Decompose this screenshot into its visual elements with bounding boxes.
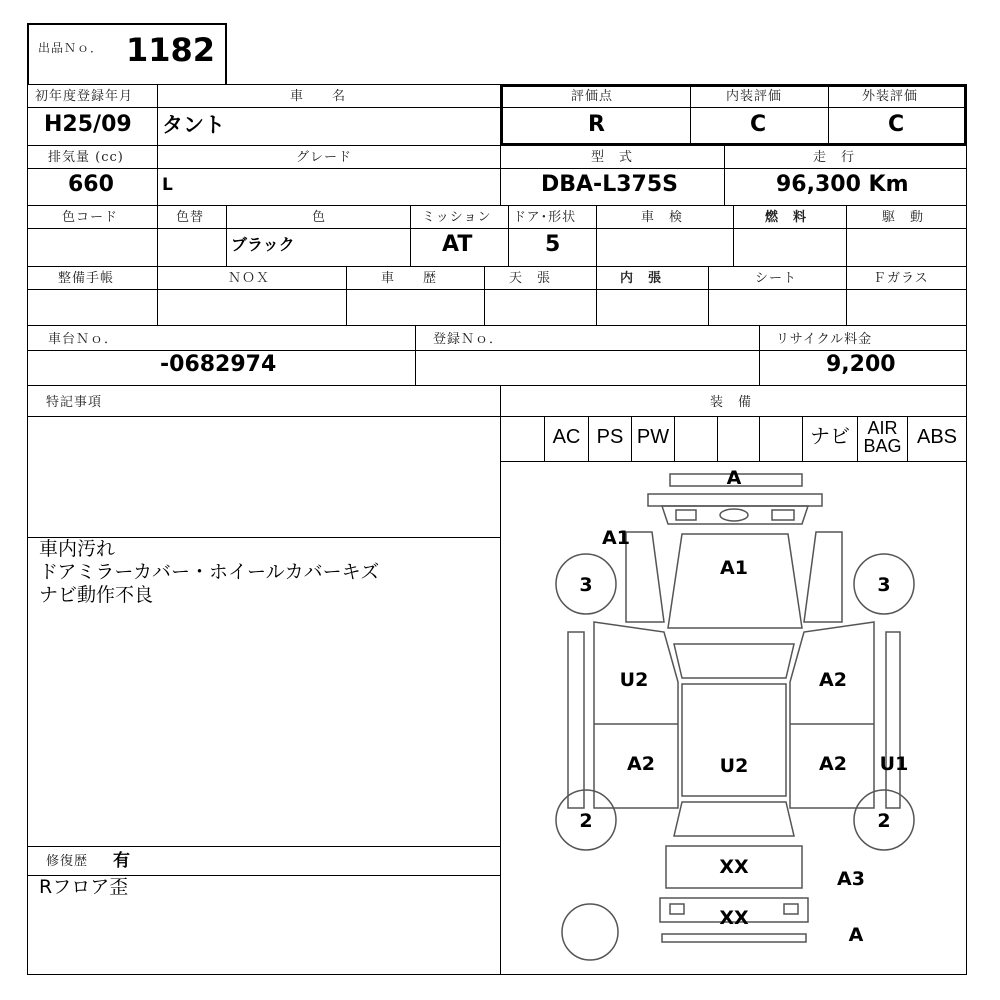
vrule-r1-a xyxy=(157,84,158,145)
mileage-value: 96,300 Km xyxy=(776,172,909,197)
remarks-line-2: ドアミラーカバー・ホイールカバーキズ xyxy=(39,561,380,583)
chassis-number-value: -0682974 xyxy=(160,352,277,377)
equipment-label: 装 備 xyxy=(710,395,753,410)
equipment-abs: ABS xyxy=(916,426,958,448)
repair-history-label: 修復歴 xyxy=(46,854,89,869)
first-registration-label: 初年度登録年月 xyxy=(35,89,134,104)
rear-bumper-lower xyxy=(662,934,806,942)
model-code-label: 型 式 xyxy=(591,150,634,165)
front-glass-label: Ｆガラス xyxy=(873,271,929,286)
mark-right-front-wheel: 3 xyxy=(877,574,891,596)
mark-rear-bumper: XX xyxy=(719,907,749,929)
lot-number-label: 出品Ｎｏ． xyxy=(38,41,104,55)
interior-grade-label: 内装評価 xyxy=(726,89,783,104)
right-front-fender xyxy=(804,532,842,622)
vrule-r5-a xyxy=(415,325,416,385)
equipment-ac: AC xyxy=(552,426,581,448)
interior-trim-label: 内 張 xyxy=(620,271,663,286)
fuel-label: 燃 料 xyxy=(765,210,808,225)
vrule-r3-c xyxy=(410,205,411,266)
mark-right-rear-quarter: A3 xyxy=(837,868,865,890)
rear-window-outline xyxy=(674,802,794,836)
color-change-label: 色替 xyxy=(176,210,205,225)
vehicle-history-label: 車 歴 xyxy=(381,271,438,286)
vrule-r4-c xyxy=(484,266,485,325)
score-value: R xyxy=(588,112,605,137)
remarks-line-1: 車内汚れ xyxy=(39,538,116,560)
model-code-value: DBA-L375S xyxy=(541,172,678,197)
vrule-r4-e xyxy=(708,266,709,325)
rule-row4-top xyxy=(27,266,967,267)
grade-label: グレード xyxy=(296,150,353,165)
equip-div-4 xyxy=(674,416,675,461)
mark-left-rear-wheel: 2 xyxy=(579,810,593,832)
color-code-label: 色コード xyxy=(62,210,119,225)
vrule-r4-b xyxy=(346,266,347,325)
repair-detail: Rフロア歪 xyxy=(39,876,129,898)
inspection-label: 車 検 xyxy=(641,210,684,225)
rule-row3-top xyxy=(27,205,967,206)
right-rocker xyxy=(886,632,900,808)
vrule-r3-e xyxy=(596,205,597,266)
lot-number-value: 1182 xyxy=(126,31,216,69)
door-shape-value: 5 xyxy=(545,232,561,257)
rule-row4-bottom xyxy=(27,325,967,326)
mark-front-left-corner: A1 xyxy=(602,527,630,549)
vrule-r4-d xyxy=(596,266,597,325)
nox-label: ＮＯＸ xyxy=(228,271,271,286)
vrule-r5-b xyxy=(759,325,760,385)
mark-right-rear-side: U1 xyxy=(879,753,909,775)
headlight-left xyxy=(676,510,696,520)
sunroof-label: 天 張 xyxy=(509,271,552,286)
mileage-label: 走 行 xyxy=(813,150,856,165)
headlight-right xyxy=(772,510,794,520)
chassis-number-label: 車台Ｎｏ． xyxy=(48,332,119,347)
mark-left-front-door: U2 xyxy=(619,669,649,691)
rule-row4-mid xyxy=(27,289,967,290)
interior-grade-value: C xyxy=(750,112,767,137)
header-box-left xyxy=(27,23,29,85)
car-damage-diagram xyxy=(502,462,966,972)
vrule-r3-d xyxy=(508,205,509,266)
vrule-r3-b xyxy=(226,205,227,266)
mark-front-bumper: A xyxy=(726,467,742,489)
vrule-r3-g xyxy=(846,205,847,266)
hood-outline xyxy=(668,534,802,628)
car-name-value: タント xyxy=(162,113,225,137)
seat-label: シート xyxy=(755,271,798,286)
drive-label: 駆 動 xyxy=(882,210,925,225)
mark-right-front-door: A2 xyxy=(819,669,847,691)
mark-right-rear-corner: A xyxy=(848,924,864,946)
color-label: 色 xyxy=(312,210,327,225)
header-box-right xyxy=(225,23,227,85)
recycle-fee-label: リサイクル料金 xyxy=(776,332,873,347)
displacement-value: 660 xyxy=(68,172,114,197)
left-front-fender xyxy=(626,532,664,622)
mark-right-rear-wheel: 2 xyxy=(877,810,891,832)
vrule-r2-c xyxy=(724,145,725,205)
header-box-top xyxy=(27,23,227,25)
equipment-airbag: AIR BAG xyxy=(863,418,902,456)
left-rocker xyxy=(568,632,584,808)
door-shape-label: ドア･形状 xyxy=(513,210,577,225)
exterior-grade-value: C xyxy=(888,112,905,137)
vrule-r3-a xyxy=(157,205,158,266)
equip-div-5 xyxy=(717,416,718,461)
equip-div-6 xyxy=(759,416,760,461)
rear-lamp-left xyxy=(670,904,684,914)
displacement-label: 排気量 (cc) xyxy=(48,150,124,165)
service-book-label: 整備手帳 xyxy=(58,271,115,286)
vrule-r3-f xyxy=(733,205,734,266)
grille-outline xyxy=(648,494,822,506)
score-label: 評価点 xyxy=(571,89,614,104)
left-side-body xyxy=(594,622,678,808)
registration-number-label: 登録Ｎｏ． xyxy=(433,332,504,347)
exterior-grade-label: 外装評価 xyxy=(862,89,919,104)
equipment-ps: PS xyxy=(596,426,624,448)
mark-roof: U2 xyxy=(719,755,749,777)
transmission-label: ミッション xyxy=(422,210,492,225)
first-registration-value: H25/09 xyxy=(44,112,132,137)
emblem-outline xyxy=(720,509,748,521)
vrule-r2-b xyxy=(500,145,501,205)
rule-row3-mid xyxy=(27,228,967,229)
rear-lamp-right xyxy=(784,904,798,914)
vrule-r2-a xyxy=(157,145,158,205)
grade-value: L xyxy=(162,175,173,195)
remarks-line-3: ナビ動作不良 xyxy=(39,584,154,606)
vrule-r4-a xyxy=(157,266,158,325)
mark-trunk: XX xyxy=(719,856,749,878)
equipment-pw: PW xyxy=(636,426,670,448)
car-name-label: 車 名 xyxy=(290,89,347,104)
repair-history-value: 有 xyxy=(113,851,130,871)
rule-repair-top xyxy=(27,846,501,847)
frame-right xyxy=(966,84,967,975)
remarks-label: 特記事項 xyxy=(46,395,103,410)
color-value: ブラック xyxy=(231,235,295,254)
rule-row2-mid xyxy=(27,168,967,169)
transmission-value: AT xyxy=(442,232,473,257)
frame-left xyxy=(27,84,28,975)
spare-tire-circle xyxy=(562,904,618,960)
rule-row5-bottom xyxy=(27,385,967,386)
vrule-r4-f xyxy=(846,266,847,325)
equipment-navi: ナビ xyxy=(810,426,850,448)
windshield-outline xyxy=(674,644,794,678)
mark-right-rear-door: A2 xyxy=(819,753,847,775)
mark-hood: A1 xyxy=(720,557,748,579)
frame-bottom xyxy=(27,974,967,975)
mark-left-front-wheel: 3 xyxy=(579,574,593,596)
roof-outline xyxy=(682,684,786,796)
mark-left-rear-door: A2 xyxy=(627,753,655,775)
right-side-body xyxy=(790,622,874,808)
vrule-notes-divider xyxy=(500,385,501,975)
recycle-fee-value: 9,200 xyxy=(826,352,896,377)
